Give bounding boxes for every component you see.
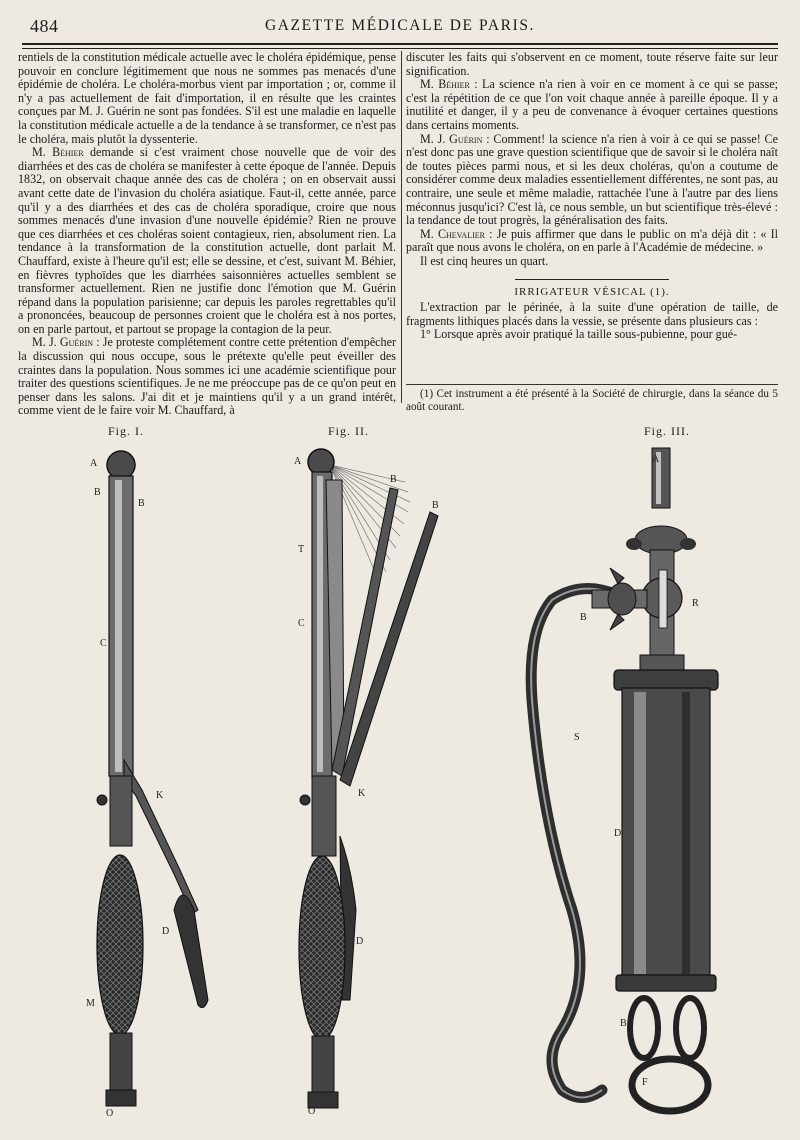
figure-2-instrument <box>290 440 460 1120</box>
instrument-tip <box>308 449 334 475</box>
header-rule <box>22 43 778 45</box>
label-C: C <box>100 638 107 649</box>
paragraph: 1° Lorsque après avoir pratiqué la taille sous-pubienne, pour gué- <box>420 327 738 342</box>
section-title: IRRIGATEUR VÉSICAL (1). <box>514 285 670 298</box>
knurled-handle <box>299 856 345 1040</box>
label-B: B <box>390 474 397 485</box>
label-C: C <box>298 618 305 629</box>
label-S: S <box>574 732 580 743</box>
paragraph <box>406 133 778 228</box>
handle-end <box>110 1033 132 1093</box>
label-T: T <box>298 544 305 555</box>
header-rule-thin <box>22 48 778 49</box>
paragraph: rentiels de la constitution médicale actuelle avec le choléra épidémique, pense pouvoir en conclure légitimement que nous ne sommes pas menacés d'une épidémie de choléra. Le choléra-morbus vient par importation ; or, comme il n'y a pas actuellement de fait d'importation, il en résulte que les craintes conçues par M. J. Guérin ne sont pas fondées. S'il est une maladie en laquelle la constitution médicale actuelle a de la tendance à se transformer, ce n'est pas le choléra, mais plutôt la dyssenterie. <box>18 50 396 146</box>
column-divider <box>401 51 402 403</box>
paragraph-text: : Comment! la science n'a rien à voir à ce qui se passe! Ce n'est donc pas une grave question scientifique que de savoir si le choléra naît de toutes pièces parmi nous, et si les deux choléras, qu'on a coutume de considérer comme deux maladies essentiellement différentes, ne sont pas, au contraire, une seule et même maladie, rattachée l'une à l'autre par des liens méconnus jusqu'ici? C'est là, ce nous semble, un but scientifique très-élevé : la tendance de tout progrès, la généralisation des faits. <box>406 131 778 228</box>
figure-3-label: Fig. III. <box>644 424 690 438</box>
paragraph <box>406 78 778 132</box>
label-B: B <box>432 500 439 511</box>
label-D: D <box>356 936 364 947</box>
label-K: K <box>358 788 366 799</box>
knurled-handle <box>97 855 143 1035</box>
figure-2-label: Fig. II. <box>328 424 369 438</box>
label-F: F <box>642 1077 648 1088</box>
paragraph-text: demande si c'est vraiment chose nouvelle que de voir des diarrhées et des cas de choléra se manifester à cette époque de l'année. Depuis 1832, on observait chaque année des cas de choléra ; on en observait aussi avant cette date de l'invasion du choléra asiatique. Faut-il, cette année, parce qu'il y a des diarrhées et des cas de choléra sporadique, croire que nous sommes menacés d'une invasion d'une nouvelle épidémie? Rien ne prouve que ces diarrhées et ces choléras soient contagieux, rien, absolument rien. La tendance à la transformation de la constitution actuelle, dont parlait M. Chauffard, existe à l'heure qu'il est; elle se dessine, et c'est, suivant M. Béhier, en fièvres typhoïdes que les diarrhées saisonnières actuelles semblent se transformer actuellement. Rien ne justifie donc l'émotion que M. Guérin répand dans la population parisienne; car depuis les paroles regrettables qu'il a prononcées, beaucoup de personnes croient que le choléra est à nos portes, on en parle partout, et partout se propage la contagion de la peur. <box>18 145 397 336</box>
handle-end <box>312 1036 334 1096</box>
rubber-tube <box>531 589 617 1098</box>
label-R: R <box>692 598 699 609</box>
journal-title: GAZETTE MÉDICALE DE PARIS. <box>264 17 536 34</box>
label-D: D <box>614 828 622 839</box>
paragraph: Il est cinq heures un quart. <box>420 253 549 268</box>
speaker-name: M. Béhier <box>420 77 470 92</box>
lever-arm <box>340 512 438 786</box>
label-B: B <box>580 612 587 623</box>
label-O: O <box>308 1106 316 1117</box>
paragraph <box>406 228 778 255</box>
label-D: D <box>162 926 170 937</box>
figure-1-label: Fig. I. <box>108 424 145 438</box>
paragraph: L'extraction par le périnée, à la suite d'une opération de taille, de fragments lithiques placés dans la vessie, se présente dans plusieurs cas : <box>406 300 778 328</box>
footnote <box>406 388 778 414</box>
paragraph <box>18 146 396 336</box>
footnote-rule <box>406 384 778 385</box>
label-O: O <box>106 1108 114 1119</box>
screw <box>300 795 310 805</box>
handle-ring <box>630 998 658 1058</box>
footnote-text: (1) Cet instrument a été présenté à la Société de chirurgie, dans la séance du 5 août courant. <box>406 388 778 413</box>
page-number: 484 <box>30 16 59 36</box>
label-B: B <box>94 487 101 498</box>
section-rule <box>515 279 669 280</box>
paragraph <box>18 336 396 418</box>
label-B: B <box>138 498 145 509</box>
speaker-name: M. Chevalier <box>420 226 485 241</box>
label-M: M <box>86 998 95 1009</box>
handle-ring <box>676 998 704 1058</box>
paragraph: discuter les faits qui s'observent en ce moment, toute réserve faite sur leur signification. <box>406 50 778 78</box>
cylinder-base <box>616 975 716 991</box>
speaker-name: M. J. Guérin <box>32 335 94 350</box>
screw <box>97 795 107 805</box>
instrument-tip <box>107 451 135 479</box>
figure-3-irrigator <box>522 440 772 1120</box>
label-A: A <box>294 456 302 467</box>
text-column-right <box>406 51 778 342</box>
label-K: K <box>156 790 164 801</box>
text-column-left <box>18 51 396 418</box>
label-B: B <box>620 1018 627 1029</box>
paragraph-text: : Je proteste complétement contre cette prétention d'empêcher la discussion qui nous occupe, sous le prétexte qu'elle peut éveiller des craintes dans la population. Nous sommes ici une académie scientifique pour traiter des questions scientifiques. Je ne me préoccupe pas de ce qu'on peut en penser dans les salons. J'ai dit et je maintiens qu'il y a un grand intérêt, comme vient de le faire voir M. Chauffard, à <box>18 335 396 418</box>
cylinder-cap <box>614 670 718 690</box>
label-A: A <box>652 454 660 465</box>
page-header <box>22 16 778 42</box>
speaker-name: M. Béhier <box>32 145 84 160</box>
figure-1-instrument <box>80 440 230 1120</box>
speaker-name: M. J. Guérin <box>420 131 483 146</box>
instrument-blade <box>174 895 208 1008</box>
paragraph-text: : La science n'a rien à voir en ce moment à ce qui se passe; c'est la répétition de ce que l'on voit chaque année à pareille époque. Il y a inutilité et danger, il y a peu de convenance à évoquer certaines questions dans certains moments. <box>406 77 778 132</box>
paragraph-text: : Je puis affirmer que dans le public on m'a déjà dit : « Il paraît que nous avons le choléra, on en parle à l'Académie de médecine. » <box>406 226 778 255</box>
label-A: A <box>90 458 98 469</box>
